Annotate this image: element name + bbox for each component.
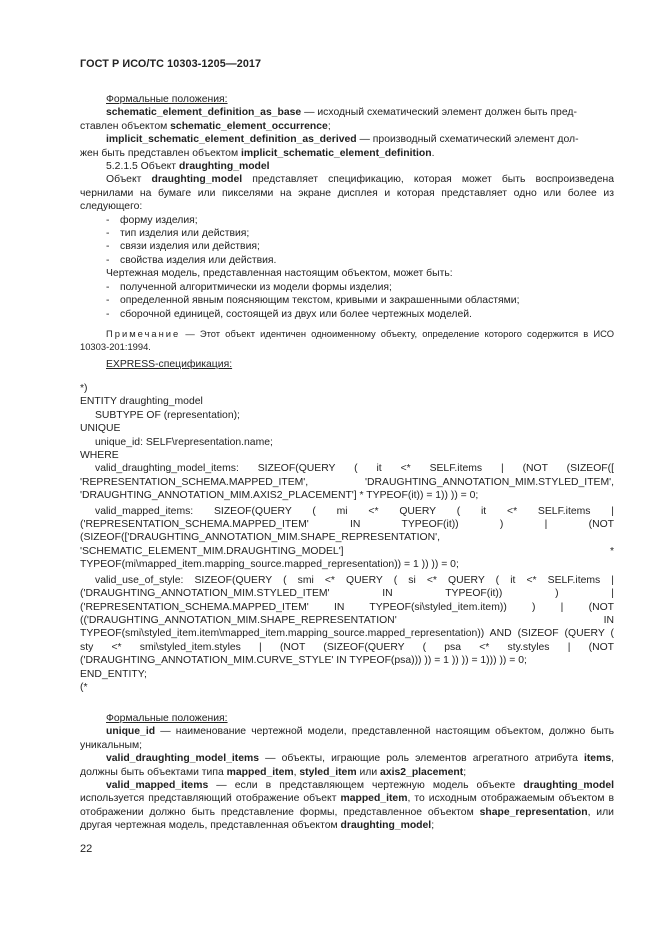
code-line: SUBTYPE OF (representation); <box>95 409 240 421</box>
where-rule: valid_mapped_items: SIZEOF(QUERY ( mi <* QUERY ( it <* SELF.items | ('REPRESENTATION_SCHEMA.MAPPED_ITEM' IN TYPEOF(it)) ) | (NOT (SIZEOF(['DRAUGHTING_ANNOTATION_MIM.SHAPE_REPRESENTATION', 'SCHEMATIC_ELEMENT_MIM.DRAUGHTING_MODEL'] * TYPEOF(mi\mapped_item.mapping_source.mapped_representation)) = 1 )) )) = 0; <box>80 505 614 571</box>
page-number: 22 <box>80 843 93 855</box>
code-line: ENTITY draughting_model <box>80 396 203 408</box>
code-line: END_ENTITY; <box>80 668 147 680</box>
provision-unique-id: unique_id — наименование чертежной модели, представленной настоящим объектом, должно быть уникальным; <box>80 726 614 751</box>
provision-base: schematic_element_definition_as_base — исходный схематический элемент должен быть пред- ставлен объектом schematic_element_occurrence; <box>80 107 577 132</box>
object-description: Объект draughting_model представляет спецификацию, которая может быть воспроизведена чернилами на бумаге или пикселями на экране дисплея и которая представляет одно или более из следующего: <box>80 174 614 213</box>
express-code <box>80 382 614 694</box>
list-item: - форму изделия; <box>106 214 198 226</box>
code-line: *) <box>80 383 88 394</box>
list-item: - сборочной единицей, состоящей из двух или более чертежных моделей. <box>106 308 472 320</box>
list-item: - тип изделия или действия; <box>106 228 250 240</box>
provision-derived: implicit_schematic_element_definition_as_derived — производный схематический элемент дол- жен быть представлен объектом implicit_schematic_element_definition. <box>80 134 579 159</box>
note: Примечание — Этот объект идентичен одноименному объекту, определение которого содержится в ИСО 10303-201:1994. <box>80 327 614 352</box>
code-line: unique_id: SELF\representation.name; <box>95 436 273 448</box>
where-rule: valid_draughting_model_items: SIZEOF(QUERY ( it <* SELF.items | (NOT (SIZEOF([ 'REPRESENTATION_SCHEMA.MAPPED_ITEM', 'DRAUGHTING_ANNOTATION_MIM.STYLED_ITEM', 'DRAUGHTING_ANNOTATION_MIM.AXIS2_PLACEMENT'] * TYPEOF(it)) = 1)) )) = 0; <box>80 463 614 502</box>
express-title: EXPRESS-спецификация: <box>106 358 233 370</box>
intro-text: Чертежная модель, представленная настоящим объектом, может быть: <box>106 268 453 280</box>
formal-provisions-1 <box>80 93 614 371</box>
list-item: - свойства изделия или действия. <box>106 254 277 266</box>
section-heading: 5.2.1.5 Объект draughting_model <box>106 161 270 173</box>
list-item: - определенной явным поясняющим текстом, кривыми и закрашенными областями; <box>106 295 520 307</box>
list-item: - связи изделия или действия; <box>106 241 260 253</box>
code-line: WHERE <box>80 450 119 462</box>
where-rule: valid_use_of_style: SIZEOF(QUERY ( smi <* QUERY ( si <* QUERY ( it <* SELF.items | ('DRAUGHTING_ANNOTATION_MIM.STYLED_ITEM' IN TYPEOF(it)) ) | ('REPRESENTATION_SCHEMA.MAPPED_ITEM' IN TYPEOF(si\styled_item.item)) ) | (NOT (('DRAUGHTING_ANNOTATION_MIM.SHAPE_REPRESENTATION' IN TYPEOF(smi\styled_item.item\mapped_item.mapping_source.mapped_representation)) AND (SIZEOF (QUERY ( sty <* smi\styled_item.styles | (NOT (SIZEOF(QUERY ( psa <* sty.styles | (NOT ('DRAUGHTING_ANNOTATION_MIM.CURVE_STYLE' IN TYPEOF(psa))) )) = 1 )) )) = 1))) )) = 0; <box>80 574 614 667</box>
formal-provisions-2 <box>80 712 614 833</box>
provision-valid-items: valid_draughting_model_items — объекты, играющие роль элементов агрегатного атрибута items, должны быть объектами типа mapped_item, styled_item или axis2_placement; <box>80 753 614 778</box>
formal-title: Формальные положения: <box>106 94 228 105</box>
code-line: UNIQUE <box>80 423 121 435</box>
document-header: ГОСТ Р ИСО/ТС 10303-1205—2017 <box>80 58 262 70</box>
list-item: - полученной алгоритмически из модели формы изделия; <box>106 281 392 293</box>
code-line: (* <box>80 681 88 693</box>
provision-valid-mapped: valid_mapped_items — если в представляющем чертежную модель объекте draughting_model используется представляющий отображение объект mapped_item, то исходным отображаемым объектом в отображении должно быть представление формы, представленное объектом shape_representation, или другая чертежная модель, представленная объектом draughting_model; <box>80 780 614 832</box>
formal-title: Формальные положения: <box>106 713 228 724</box>
